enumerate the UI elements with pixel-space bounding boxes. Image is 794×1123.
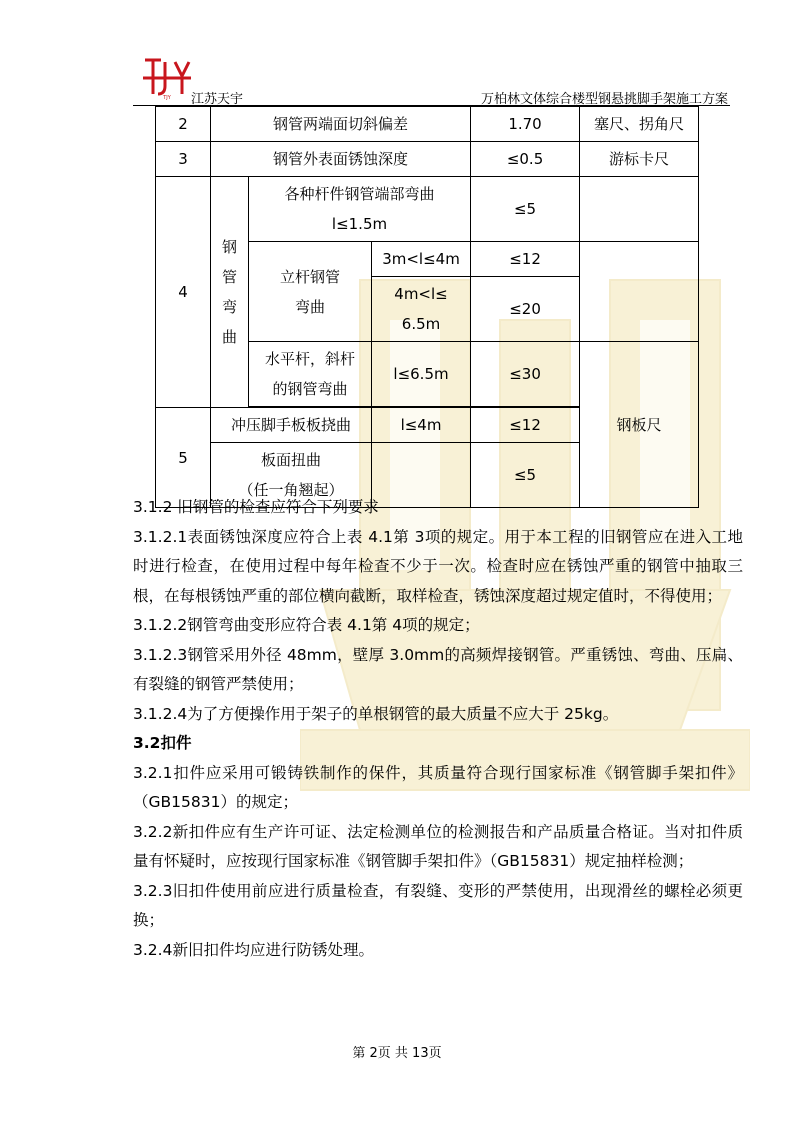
allowed-deviation: ≤30 <box>471 342 580 407</box>
page-footer: 第 2页 共 13页 <box>352 1046 442 1061</box>
table-row <box>156 107 699 142</box>
paragraph: 3.1.2.3钢管采用外径 48mm，壁厚 3.0mm的高频焊接钢管。严重锈蚀、弯曲、压扁、有裂缝的钢管严禁使用； <box>133 645 743 693</box>
row-number: 3 <box>156 142 211 177</box>
allowed-deviation: ≤12 <box>471 408 580 443</box>
check-item: 各种杆件钢管端部弯曲 l≤1.5m <box>249 177 471 242</box>
table-row <box>156 142 699 177</box>
paragraph: 3.1.2.4为了方便操作用于架子的单根钢管的最大质量不应大于 25kg。 <box>133 704 619 723</box>
section-heading: 3.2扣件 <box>133 734 192 752</box>
allowed-deviation: ≤0.5 <box>471 142 580 177</box>
check-item: 冲压脚手板板挠曲 <box>211 408 372 443</box>
condition: 4m<l≤6.5m <box>372 277 471 342</box>
check-item: 钢管外表面锈蚀深度 <box>211 142 471 177</box>
paragraph: 3.2.1扣件应采用可锻铸铁制作的保件，其质量符合现行国家标准《钢管脚手架扣件》（GB15831）的规定； <box>133 763 743 811</box>
group-label <box>211 177 249 408</box>
allowed-deviation: ≤12 <box>471 242 580 277</box>
group-label-text: 钢管弯曲 <box>221 238 237 346</box>
logo-lettering: TJY <box>163 95 171 100</box>
paragraph: 3.2.3旧扣件使用前应进行质量检查，有裂缝、变形的严禁使用，出现滑丝的螺栓必须更换； <box>133 881 743 929</box>
company-logo <box>139 54 195 100</box>
row-number: 5 <box>156 408 211 508</box>
steel-pipe-tolerance-table <box>155 106 699 508</box>
condition: 3m<l≤4m <box>372 242 471 277</box>
inspection-tool: 钢板尺 <box>580 342 699 508</box>
inspection-tool-empty <box>580 177 699 242</box>
row-number: 4 <box>156 177 211 408</box>
row-number: 2 <box>156 107 211 142</box>
document-title: 万柏林文体综合楼型钢悬挑脚手架施工方案 <box>480 92 728 107</box>
allowed-deviation: ≤5 <box>471 443 580 508</box>
allowed-deviation: 1.70 <box>471 107 580 142</box>
check-item: 水平杆，斜杆的钢管弯曲 <box>249 342 372 407</box>
paragraph: 3.2.4新旧扣件均应进行防锈处理。 <box>133 940 374 959</box>
paragraph: 3.1.2.2钢管弯曲变形应符合表 4.1第 4项的规定； <box>133 616 480 634</box>
condition: l≤4m <box>372 408 471 443</box>
paragraph: 3.1.2.1表面锈蚀深度应符合上表 4.1第 3项的规定。用于本工程的旧钢管应在进入工地时进行检查，在使用过程中每年检查不少于一次。检查时应在锈蚀严重的钢管中抽取三根，在每根锈蚀严重的部位横向截断，取样检查，锈蚀深度超过规定值时，不得使用； <box>133 527 743 605</box>
table-row <box>156 177 699 242</box>
body-text <box>133 493 743 965</box>
paragraph: 3.1.2 旧钢管的检查应符合下列要求 <box>133 498 379 516</box>
check-item: 板面扭曲 （任一角翘起） <box>211 443 372 508</box>
check-item: 立杆钢管弯曲 <box>249 242 372 342</box>
allowed-deviation: ≤5 <box>471 177 580 242</box>
inspection-tool: 游标卡尺 <box>580 142 699 177</box>
condition: l≤6.5m <box>372 342 471 407</box>
page-header <box>133 50 730 106</box>
inspection-tool: 塞尺、拐角尺 <box>580 107 699 142</box>
company-name: 江苏天宇 <box>191 92 244 107</box>
inspection-tool-empty <box>580 242 699 342</box>
paragraph: 3.2.2新扣件应有生产许可证、法定检测单位的检测报告和产品质量合格证。当对扣件质量有怀疑时，应按现行国家标准《钢管脚手架扣件》（GB15831）规定抽样检测； <box>133 822 743 870</box>
allowed-deviation: ≤20 <box>471 277 580 342</box>
check-item: 钢管两端面切斜偏差 <box>211 107 471 142</box>
